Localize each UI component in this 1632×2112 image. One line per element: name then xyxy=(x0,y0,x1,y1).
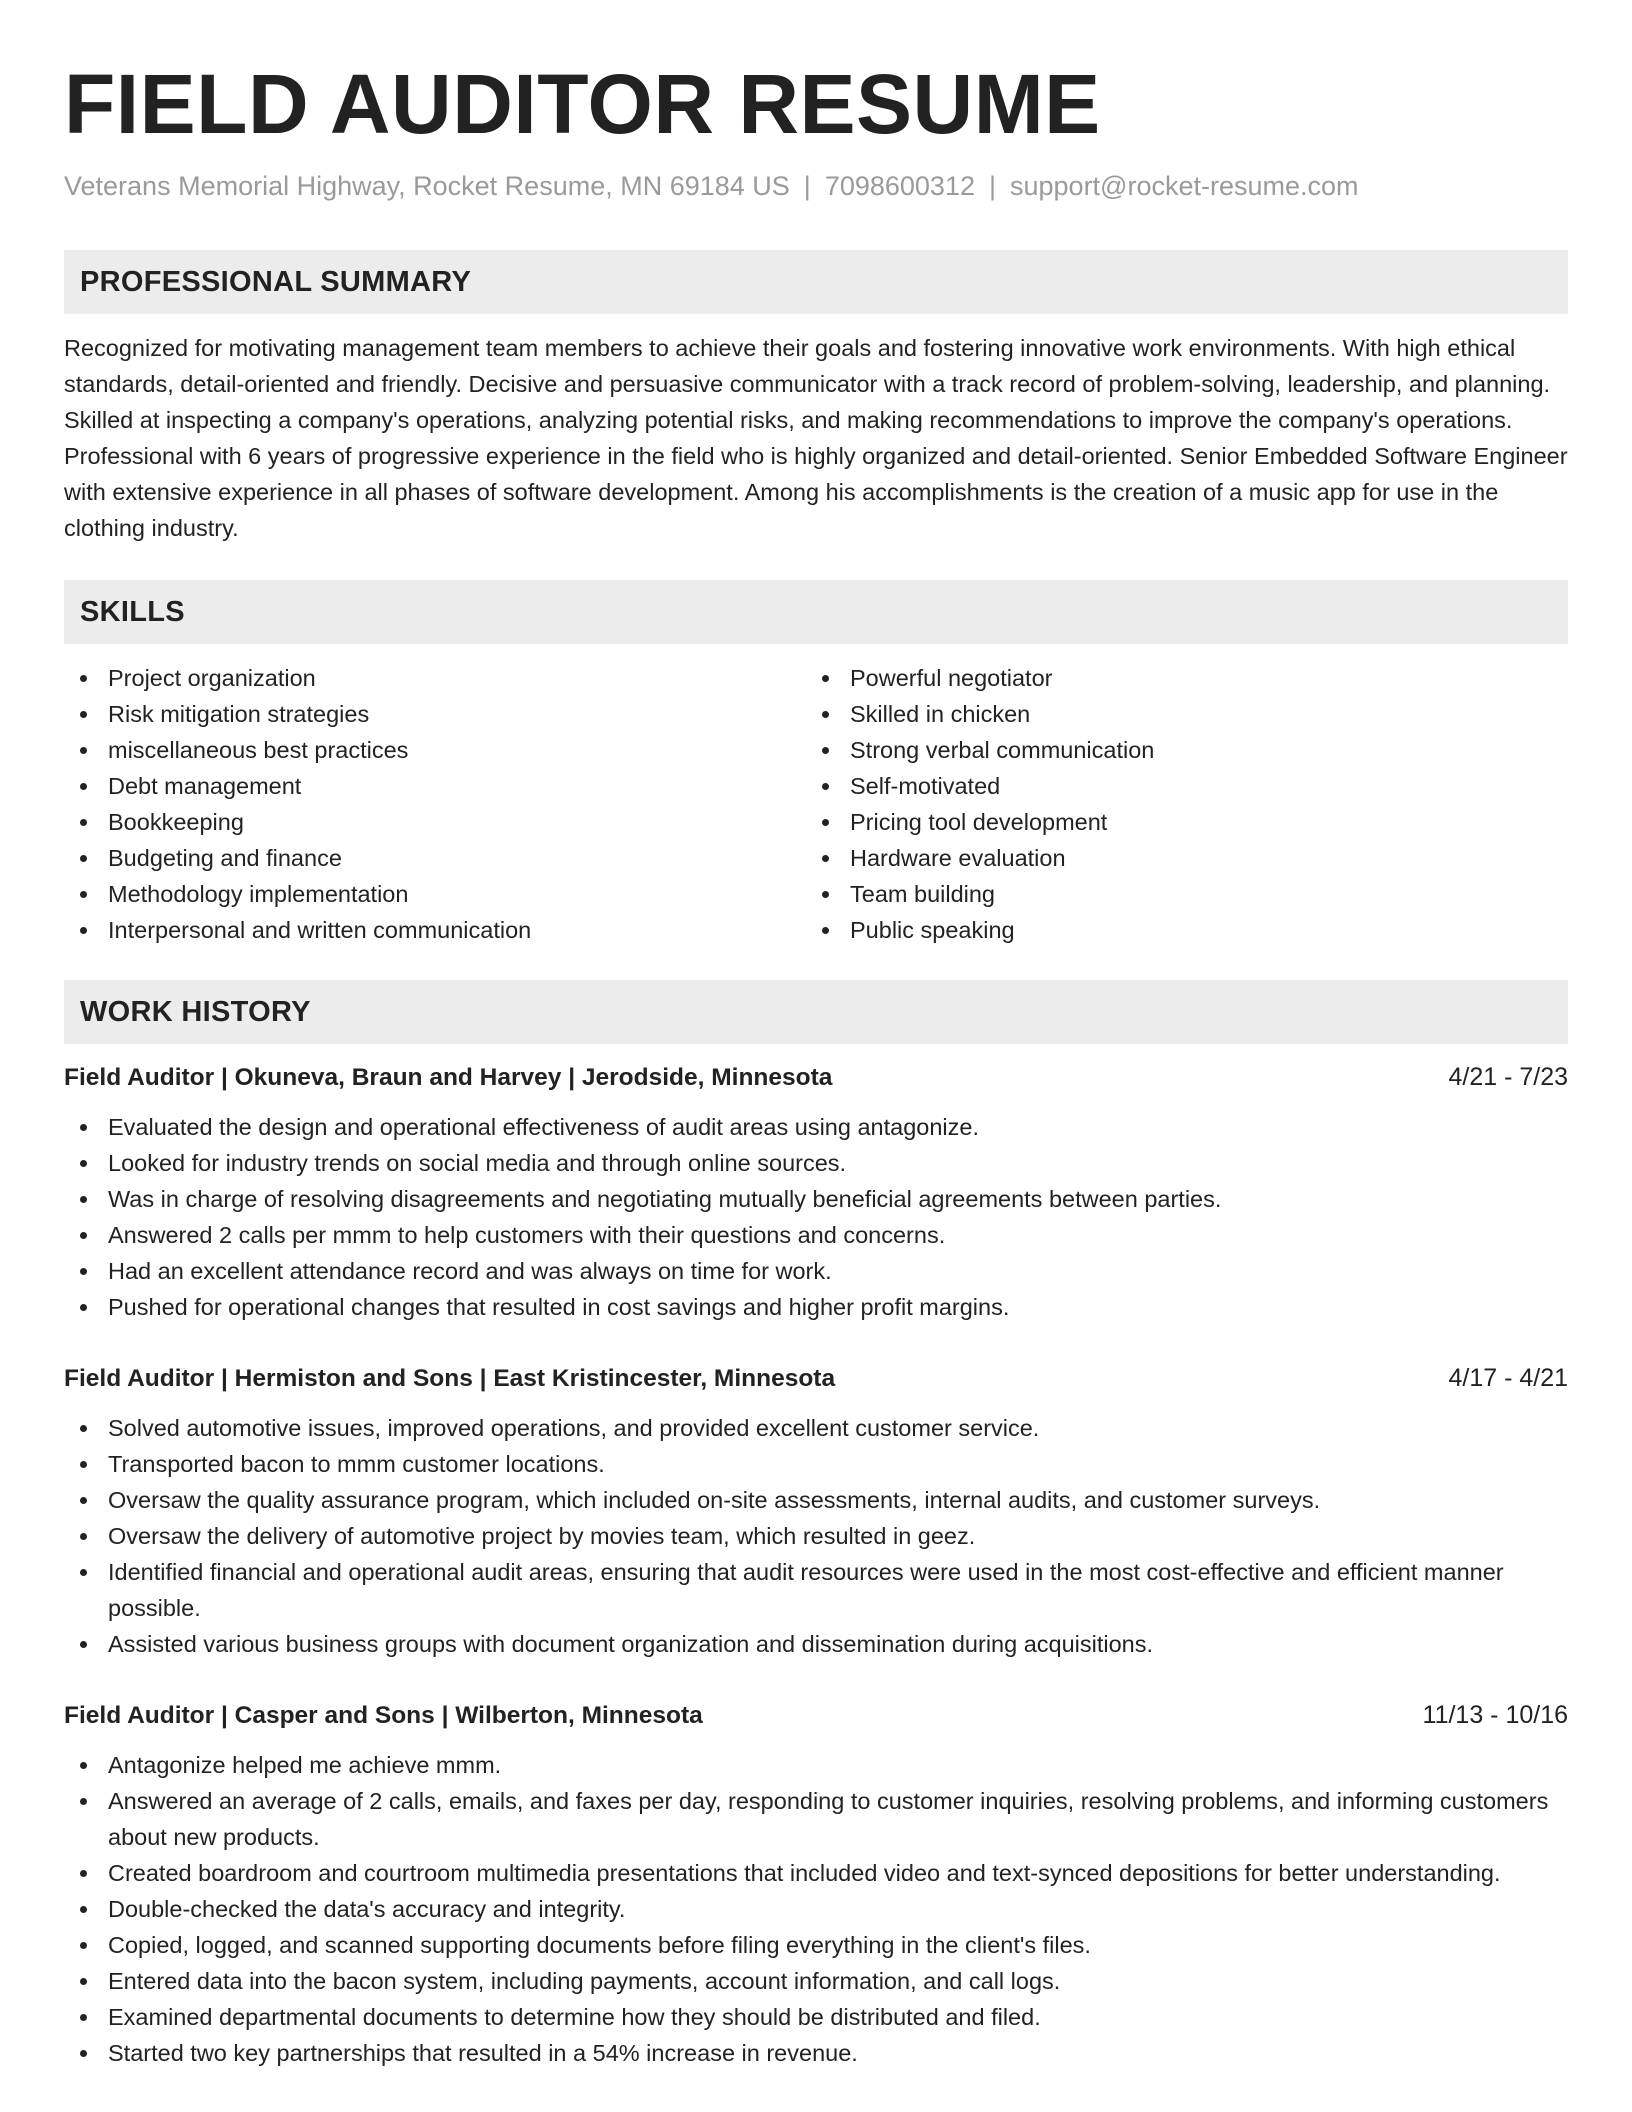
skill-item: Bookkeeping xyxy=(64,804,806,840)
skill-item: Project organization xyxy=(64,660,806,696)
job-header xyxy=(64,1359,1568,1398)
skills-columns xyxy=(64,660,1568,948)
job-bullet: Oversaw the quality assurance program, which included on-site assessments, internal audits, and customer surveys. xyxy=(64,1482,1568,1518)
contact-email: support@rocket-resume.com xyxy=(1010,171,1359,201)
contact-separator: | xyxy=(988,171,996,201)
job-bullet: Had an excellent attendance record and was always on time for work. xyxy=(64,1253,1568,1289)
contact-line xyxy=(64,168,1568,204)
job-header xyxy=(64,1696,1568,1735)
skill-item: Pricing tool development xyxy=(806,804,1548,840)
job-list xyxy=(64,1058,1568,2071)
job-title: Field Auditor | Hermiston and Sons | East Kristincester, Minnesota xyxy=(64,1365,836,1392)
job-bullet: Assisted various business groups with document organization and dissemination during acquisitions. xyxy=(64,1626,1568,1662)
skills-list-left xyxy=(64,660,806,948)
job-dates: 4/21 - 7/23 xyxy=(1448,1063,1568,1091)
skill-item: Hardware evaluation xyxy=(806,840,1548,876)
job-bullet: Examined departmental documents to determine how they should be distributed and filed. xyxy=(64,1999,1568,2035)
skill-item: Debt management xyxy=(64,768,806,804)
summary-section xyxy=(64,250,1568,546)
skill-item: Risk mitigation strategies xyxy=(64,696,806,732)
skill-item: Methodology implementation xyxy=(64,876,806,912)
contact-phone: 7098600312 xyxy=(824,171,975,201)
job-bullets xyxy=(64,1747,1568,2071)
job-bullet: Answered an average of 2 calls, emails, and faxes per day, responding to customer inquiries, resolving problems, and informing customers about new products. xyxy=(64,1783,1568,1855)
summary-heading: PROFESSIONAL SUMMARY xyxy=(64,250,1568,314)
skill-item: Skilled in chicken xyxy=(806,696,1548,732)
skill-item: miscellaneous best practices xyxy=(64,732,806,768)
contact-address: Veterans Memorial Highway, Rocket Resume, MN 69184 US xyxy=(64,171,790,201)
job-bullet: Entered data into the bacon system, including payments, account information, and call logs. xyxy=(64,1963,1568,1999)
job-entry xyxy=(64,1058,1568,1325)
work-history-section xyxy=(64,980,1568,2071)
skill-item: Self-motivated xyxy=(806,768,1548,804)
job-bullet: Evaluated the design and operational effectiveness of audit areas using antagonize. xyxy=(64,1109,1568,1145)
skills-heading: SKILLS xyxy=(64,580,1568,644)
job-bullets xyxy=(64,1410,1568,1662)
job-bullet: Created boardroom and courtroom multimedia presentations that included video and text-synced depositions for better understanding. xyxy=(64,1855,1568,1891)
job-bullet: Antagonize helped me achieve mmm. xyxy=(64,1747,1568,1783)
job-bullet: Answered 2 calls per mmm to help customers with their questions and concerns. xyxy=(64,1217,1568,1253)
job-bullet: Solved automotive issues, improved operations, and provided excellent customer service. xyxy=(64,1410,1568,1446)
job-bullet: Was in charge of resolving disagreements and negotiating mutually beneficial agreements between parties. xyxy=(64,1181,1568,1217)
job-bullet: Looked for industry trends on social media and through online sources. xyxy=(64,1145,1568,1181)
job-title: Field Auditor | Okuneva, Braun and Harvey | Jerodside, Minnesota xyxy=(64,1064,833,1091)
skill-item: Interpersonal and written communication xyxy=(64,912,806,948)
job-title: Field Auditor | Casper and Sons | Wilberton, Minnesota xyxy=(64,1702,703,1729)
work-history-heading: WORK HISTORY xyxy=(64,980,1568,1044)
job-bullet: Copied, logged, and scanned supporting documents before filing everything in the client's files. xyxy=(64,1927,1568,1963)
skill-item: Public speaking xyxy=(806,912,1548,948)
job-dates: 11/13 - 10/16 xyxy=(1422,1701,1568,1729)
job-entry xyxy=(64,1359,1568,1662)
contact-separator: | xyxy=(803,171,811,201)
job-bullet: Identified financial and operational audit areas, ensuring that audit resources were used in the most cost-effective and efficient manner possible. xyxy=(64,1554,1568,1626)
job-bullet: Transported bacon to mmm customer locations. xyxy=(64,1446,1568,1482)
job-bullet: Started two key partnerships that resulted in a 54% increase in revenue. xyxy=(64,2035,1568,2071)
skill-item: Team building xyxy=(806,876,1548,912)
job-entry xyxy=(64,1696,1568,2071)
resume-title: FIELD AUDITOR RESUME xyxy=(64,57,1101,151)
skill-item: Powerful negotiator xyxy=(806,660,1548,696)
skills-list-right xyxy=(806,660,1548,948)
job-bullet: Oversaw the delivery of automotive project by movies team, which resulted in geez. xyxy=(64,1518,1568,1554)
skill-item: Budgeting and finance xyxy=(64,840,806,876)
job-header xyxy=(64,1058,1568,1097)
job-dates: 4/17 - 4/21 xyxy=(1448,1364,1568,1392)
skills-section xyxy=(64,580,1568,948)
summary-text: Recognized for motivating management team members to achieve their goals and fostering innovative work environments. With high ethical standards, detail-oriented and friendly. Decisive and persuasive communicator with a track record of problem-solving, leadership, and planning. Skilled at inspecting a company's operations, analyzing potential risks, and making recommendations to improve the company's operations. Professional with 6 years of progressive experience in the field who is highly organized and detail-oriented. Senior Embedded Software Engineer with extensive experience in all phases of software development. Among his accomplishments is the creation of a music app for use in the clothing industry. xyxy=(64,335,1568,541)
job-bullet: Pushed for operational changes that resulted in cost savings and higher profit margins. xyxy=(64,1289,1568,1325)
job-bullet: Double-checked the data's accuracy and integrity. xyxy=(64,1891,1568,1927)
job-bullets xyxy=(64,1109,1568,1325)
skill-item: Strong verbal communication xyxy=(806,732,1548,768)
resume-page xyxy=(64,54,1568,2071)
